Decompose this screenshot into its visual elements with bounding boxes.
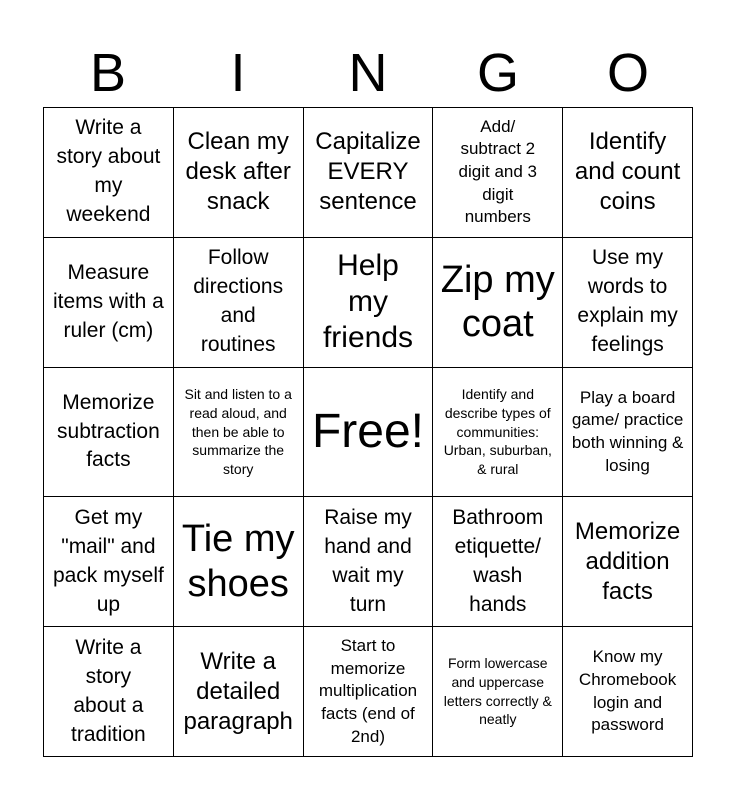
cell-label: Start to memorize multiplication facts (end of 2nd) (318, 636, 418, 746)
bingo-cell-r5c4[interactable] (433, 627, 563, 757)
cell-label: Write a detailed paragraph (183, 647, 293, 735)
header-letter-n: N (348, 43, 388, 103)
bingo-cell-r1c1[interactable] (44, 108, 174, 238)
cell-label: Memorize subtraction facts (57, 390, 160, 472)
header-letter-g: G (476, 43, 519, 103)
bingo-cell-r1c4[interactable] (433, 108, 563, 238)
cell-label: Write a story about a tradition (71, 635, 146, 746)
cell-label: Tie my shoes (181, 518, 295, 605)
bingo-cell-r4c3[interactable] (304, 497, 434, 627)
cell-label: Clean my desk after snack (185, 128, 291, 216)
cell-label: Identify and count coins (574, 128, 681, 216)
cell-label: Identify and describe types of communities: Urban, suburban, & rural (443, 386, 552, 477)
bingo-cell-r1c5[interactable] (563, 108, 693, 238)
header-letter-b: B (89, 43, 127, 103)
cell-label: Measure items with a ruler (cm) (52, 260, 164, 342)
bingo-cell-r2c5[interactable] (563, 238, 693, 368)
bingo-cell-r2c2[interactable] (174, 238, 304, 368)
bingo-cell-r3c1[interactable] (44, 368, 174, 498)
bingo-cell-r3c5[interactable] (563, 368, 693, 498)
cell-label: Memorize addition facts (574, 517, 681, 605)
bingo-cell-r3c3[interactable] (304, 368, 434, 498)
cell-label: Know my Chromebook login and password (578, 647, 677, 735)
cell-label: Follow directions and routines (193, 246, 284, 357)
bingo-cell-r5c5[interactable] (563, 627, 693, 757)
cell-label: Sit and listen to a read aloud, and then be able to summarize the story (184, 386, 292, 477)
bingo-cell-r5c1[interactable] (44, 627, 174, 757)
bingo-cell-r1c2[interactable] (174, 108, 304, 238)
bingo-cell-r4c5[interactable] (563, 497, 693, 627)
cell-label: Add/ subtract 2 digit and 3 digit numbers (458, 116, 537, 227)
bingo-cell-r2c1[interactable] (44, 238, 174, 368)
cell-label: Bathroom etiquette/ wash hands (452, 505, 544, 616)
bingo-cell-r4c1[interactable] (44, 497, 174, 627)
cell-label: Capitalize EVERY sentence (315, 128, 421, 216)
bingo-header (43, 40, 693, 106)
bingo-cell-r2c3[interactable] (304, 238, 434, 368)
cell-label: Play a board game/ practice both winning & losing (571, 387, 684, 475)
bingo-grid (43, 107, 693, 757)
free-space-label: Free! (311, 404, 424, 458)
cell-label: Raise my hand and wait my turn (324, 505, 412, 616)
cell-label: Zip my coat (440, 258, 555, 346)
bingo-cell-r5c3[interactable] (304, 627, 434, 757)
bingo-cell-r3c4[interactable] (433, 368, 563, 498)
bingo-cell-r1c3[interactable] (304, 108, 434, 238)
header-letter-i: I (230, 43, 246, 103)
cell-label: Get my "mail" and pack myself up (52, 505, 164, 616)
bingo-cell-r4c4[interactable] (433, 497, 563, 627)
cell-label: Help my friends (322, 249, 413, 355)
cell-label: Form lowercase and uppercase letters correctly & neatly (443, 655, 552, 728)
bingo-cell-r2c4[interactable] (433, 238, 563, 368)
header-letter-o: O (606, 43, 649, 103)
bingo-cell-r3c2[interactable] (174, 368, 304, 498)
bingo-cell-r4c2[interactable] (174, 497, 304, 627)
bingo-cell-r5c2[interactable] (174, 627, 304, 757)
cell-label: Write a story about my weekend (56, 116, 161, 227)
cell-label: Use my words to explain my feelings (577, 246, 678, 357)
